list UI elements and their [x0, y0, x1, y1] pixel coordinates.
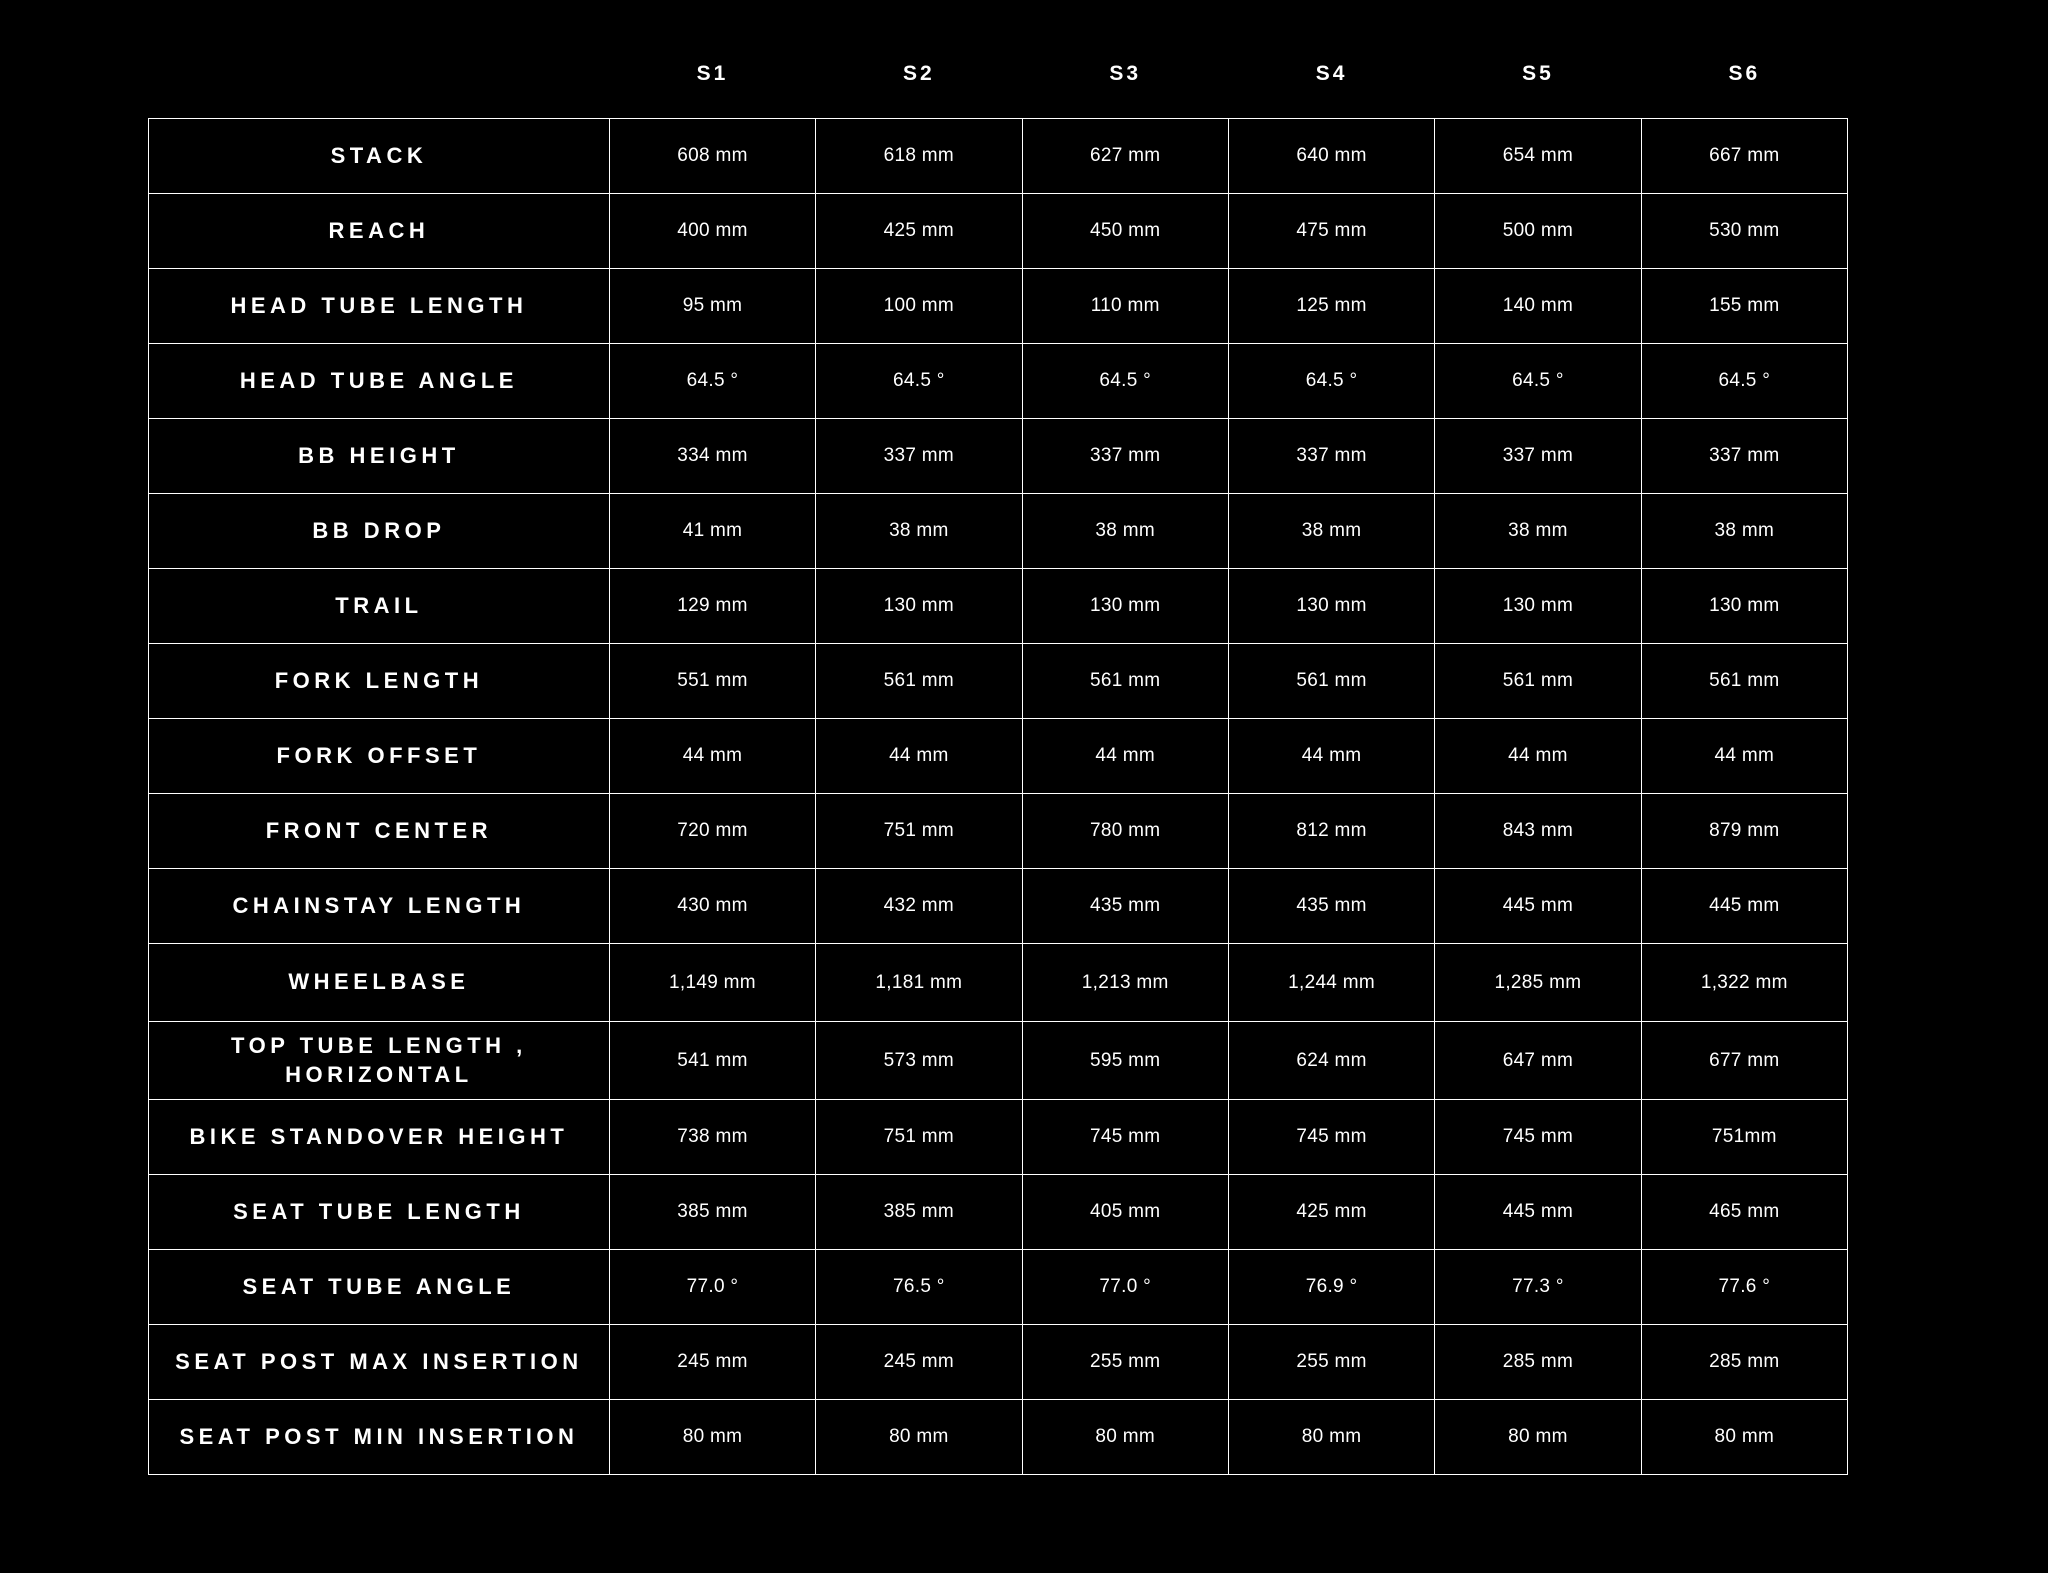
cell-value: 80 mm: [816, 1400, 1022, 1475]
cell-value: 337 mm: [1022, 419, 1228, 494]
cell-value: 64.5 °: [816, 344, 1022, 419]
row-label: BB DROP: [149, 494, 610, 569]
cell-value: 1,244 mm: [1228, 944, 1434, 1022]
cell-value: 44 mm: [1228, 719, 1434, 794]
cell-value: 812 mm: [1228, 794, 1434, 869]
cell-value: 77.6 °: [1641, 1250, 1847, 1325]
cell-value: 76.5 °: [816, 1250, 1022, 1325]
cell-value: 751mm: [1641, 1100, 1847, 1175]
cell-value: 780 mm: [1022, 794, 1228, 869]
cell-value: 80 mm: [1228, 1400, 1434, 1475]
row-label: SEAT TUBE ANGLE: [149, 1250, 610, 1325]
cell-value: 541 mm: [609, 1022, 815, 1100]
cell-value: 44 mm: [1435, 719, 1641, 794]
table-row: [149, 719, 1848, 794]
table-header: [149, 30, 1848, 119]
table-row: [149, 1175, 1848, 1250]
cell-value: 430 mm: [609, 869, 815, 944]
cell-value: 751 mm: [816, 1100, 1022, 1175]
cell-value: 38 mm: [1641, 494, 1847, 569]
cell-value: 530 mm: [1641, 194, 1847, 269]
cell-value: 654 mm: [1435, 119, 1641, 194]
cell-value: 245 mm: [816, 1325, 1022, 1400]
row-label: TRAIL: [149, 569, 610, 644]
cell-value: 624 mm: [1228, 1022, 1434, 1100]
cell-value: 738 mm: [609, 1100, 815, 1175]
row-label: CHAINSTAY LENGTH: [149, 869, 610, 944]
cell-value: 561 mm: [1435, 644, 1641, 719]
cell-value: 1,285 mm: [1435, 944, 1641, 1022]
cell-value: 500 mm: [1435, 194, 1641, 269]
row-label: BIKE STANDOVER HEIGHT: [149, 1100, 610, 1175]
cell-value: 1,181 mm: [816, 944, 1022, 1022]
cell-value: 255 mm: [1022, 1325, 1228, 1400]
cell-value: 38 mm: [1022, 494, 1228, 569]
cell-value: 38 mm: [1228, 494, 1434, 569]
cell-value: 130 mm: [1022, 569, 1228, 644]
cell-value: 110 mm: [1022, 269, 1228, 344]
table-row: [149, 644, 1848, 719]
cell-value: 385 mm: [816, 1175, 1022, 1250]
cell-value: 618 mm: [816, 119, 1022, 194]
cell-value: 745 mm: [1228, 1100, 1434, 1175]
cell-value: 432 mm: [816, 869, 1022, 944]
table-row: [149, 869, 1848, 944]
row-label: FORK LENGTH: [149, 644, 610, 719]
cell-value: 561 mm: [1641, 644, 1847, 719]
table-row: [149, 1400, 1848, 1475]
row-label: FORK OFFSET: [149, 719, 610, 794]
cell-value: 80 mm: [1435, 1400, 1641, 1475]
cell-value: 100 mm: [816, 269, 1022, 344]
cell-value: 561 mm: [1228, 644, 1434, 719]
cell-value: 38 mm: [1435, 494, 1641, 569]
cell-value: 879 mm: [1641, 794, 1847, 869]
cell-value: 64.5 °: [1435, 344, 1641, 419]
cell-value: 80 mm: [1641, 1400, 1847, 1475]
table-row: [149, 944, 1848, 1022]
cell-value: 385 mm: [609, 1175, 815, 1250]
cell-value: 64.5 °: [1228, 344, 1434, 419]
cell-value: 595 mm: [1022, 1022, 1228, 1100]
cell-value: 155 mm: [1641, 269, 1847, 344]
header-corner: [149, 30, 610, 119]
cell-value: 285 mm: [1435, 1325, 1641, 1400]
cell-value: 130 mm: [1641, 569, 1847, 644]
header-size-s4: S4: [1228, 30, 1434, 119]
cell-value: 400 mm: [609, 194, 815, 269]
cell-value: 751 mm: [816, 794, 1022, 869]
cell-value: 255 mm: [1228, 1325, 1434, 1400]
cell-value: 647 mm: [1435, 1022, 1641, 1100]
table-body: [149, 119, 1848, 1475]
cell-value: 130 mm: [1228, 569, 1434, 644]
cell-value: 334 mm: [609, 419, 815, 494]
cell-value: 44 mm: [816, 719, 1022, 794]
table-row: [149, 794, 1848, 869]
cell-value: 76.9 °: [1228, 1250, 1434, 1325]
cell-value: 1,149 mm: [609, 944, 815, 1022]
cell-value: 1,213 mm: [1022, 944, 1228, 1022]
table-row: [149, 1022, 1848, 1100]
cell-value: 640 mm: [1228, 119, 1434, 194]
row-label: SEAT POST MAX INSERTION: [149, 1325, 610, 1400]
cell-value: 445 mm: [1641, 869, 1847, 944]
row-label: HEAD TUBE ANGLE: [149, 344, 610, 419]
cell-value: 130 mm: [1435, 569, 1641, 644]
header-row: [149, 30, 1848, 119]
cell-value: 44 mm: [609, 719, 815, 794]
header-size-s3: S3: [1022, 30, 1228, 119]
table-row: [149, 194, 1848, 269]
cell-value: 41 mm: [609, 494, 815, 569]
cell-value: 667 mm: [1641, 119, 1847, 194]
cell-value: 95 mm: [609, 269, 815, 344]
cell-value: 77.3 °: [1435, 1250, 1641, 1325]
header-size-s2: S2: [816, 30, 1022, 119]
table-row: [149, 1325, 1848, 1400]
cell-value: 435 mm: [1228, 869, 1434, 944]
cell-value: 77.0 °: [609, 1250, 815, 1325]
table-row: [149, 269, 1848, 344]
cell-value: 435 mm: [1022, 869, 1228, 944]
cell-value: 677 mm: [1641, 1022, 1847, 1100]
cell-value: 285 mm: [1641, 1325, 1847, 1400]
cell-value: 445 mm: [1435, 1175, 1641, 1250]
row-label: WHEELBASE: [149, 944, 610, 1022]
cell-value: 720 mm: [609, 794, 815, 869]
row-label: STACK: [149, 119, 610, 194]
cell-value: 551 mm: [609, 644, 815, 719]
table-row: [149, 119, 1848, 194]
cell-value: 745 mm: [1022, 1100, 1228, 1175]
row-label: HEAD TUBE LENGTH: [149, 269, 610, 344]
row-label: TOP TUBE LENGTH , HORIZONTAL: [149, 1022, 610, 1100]
header-size-s5: S5: [1435, 30, 1641, 119]
cell-value: 77.0 °: [1022, 1250, 1228, 1325]
cell-value: 465 mm: [1641, 1175, 1847, 1250]
cell-value: 573 mm: [816, 1022, 1022, 1100]
cell-value: 745 mm: [1435, 1100, 1641, 1175]
cell-value: 405 mm: [1022, 1175, 1228, 1250]
cell-value: 337 mm: [1435, 419, 1641, 494]
cell-value: 125 mm: [1228, 269, 1434, 344]
cell-value: 337 mm: [1641, 419, 1847, 494]
cell-value: 38 mm: [816, 494, 1022, 569]
row-label: BB HEIGHT: [149, 419, 610, 494]
cell-value: 130 mm: [816, 569, 1022, 644]
cell-value: 80 mm: [1022, 1400, 1228, 1475]
table-row: [149, 344, 1848, 419]
row-label: SEAT TUBE LENGTH: [149, 1175, 610, 1250]
table-row: [149, 1100, 1848, 1175]
table-row: [149, 1250, 1848, 1325]
cell-value: 843 mm: [1435, 794, 1641, 869]
cell-value: 44 mm: [1641, 719, 1847, 794]
row-label: REACH: [149, 194, 610, 269]
cell-value: 627 mm: [1022, 119, 1228, 194]
cell-value: 561 mm: [1022, 644, 1228, 719]
table-row: [149, 569, 1848, 644]
cell-value: 425 mm: [816, 194, 1022, 269]
cell-value: 445 mm: [1435, 869, 1641, 944]
cell-value: 450 mm: [1022, 194, 1228, 269]
row-label: FRONT CENTER: [149, 794, 610, 869]
cell-value: 140 mm: [1435, 269, 1641, 344]
cell-value: 337 mm: [1228, 419, 1434, 494]
cell-value: 425 mm: [1228, 1175, 1434, 1250]
cell-value: 64.5 °: [609, 344, 815, 419]
cell-value: 608 mm: [609, 119, 815, 194]
cell-value: 64.5 °: [1022, 344, 1228, 419]
cell-value: 44 mm: [1022, 719, 1228, 794]
header-size-s1: S1: [609, 30, 815, 119]
geometry-table: [148, 30, 1848, 1475]
cell-value: 245 mm: [609, 1325, 815, 1400]
table-row: [149, 419, 1848, 494]
cell-value: 475 mm: [1228, 194, 1434, 269]
cell-value: 64.5 °: [1641, 344, 1847, 419]
cell-value: 337 mm: [816, 419, 1022, 494]
cell-value: 129 mm: [609, 569, 815, 644]
header-size-s6: S6: [1641, 30, 1847, 119]
row-label: SEAT POST MIN INSERTION: [149, 1400, 610, 1475]
cell-value: 1,322 mm: [1641, 944, 1847, 1022]
cell-value: 561 mm: [816, 644, 1022, 719]
table-row: [149, 494, 1848, 569]
cell-value: 80 mm: [609, 1400, 815, 1475]
